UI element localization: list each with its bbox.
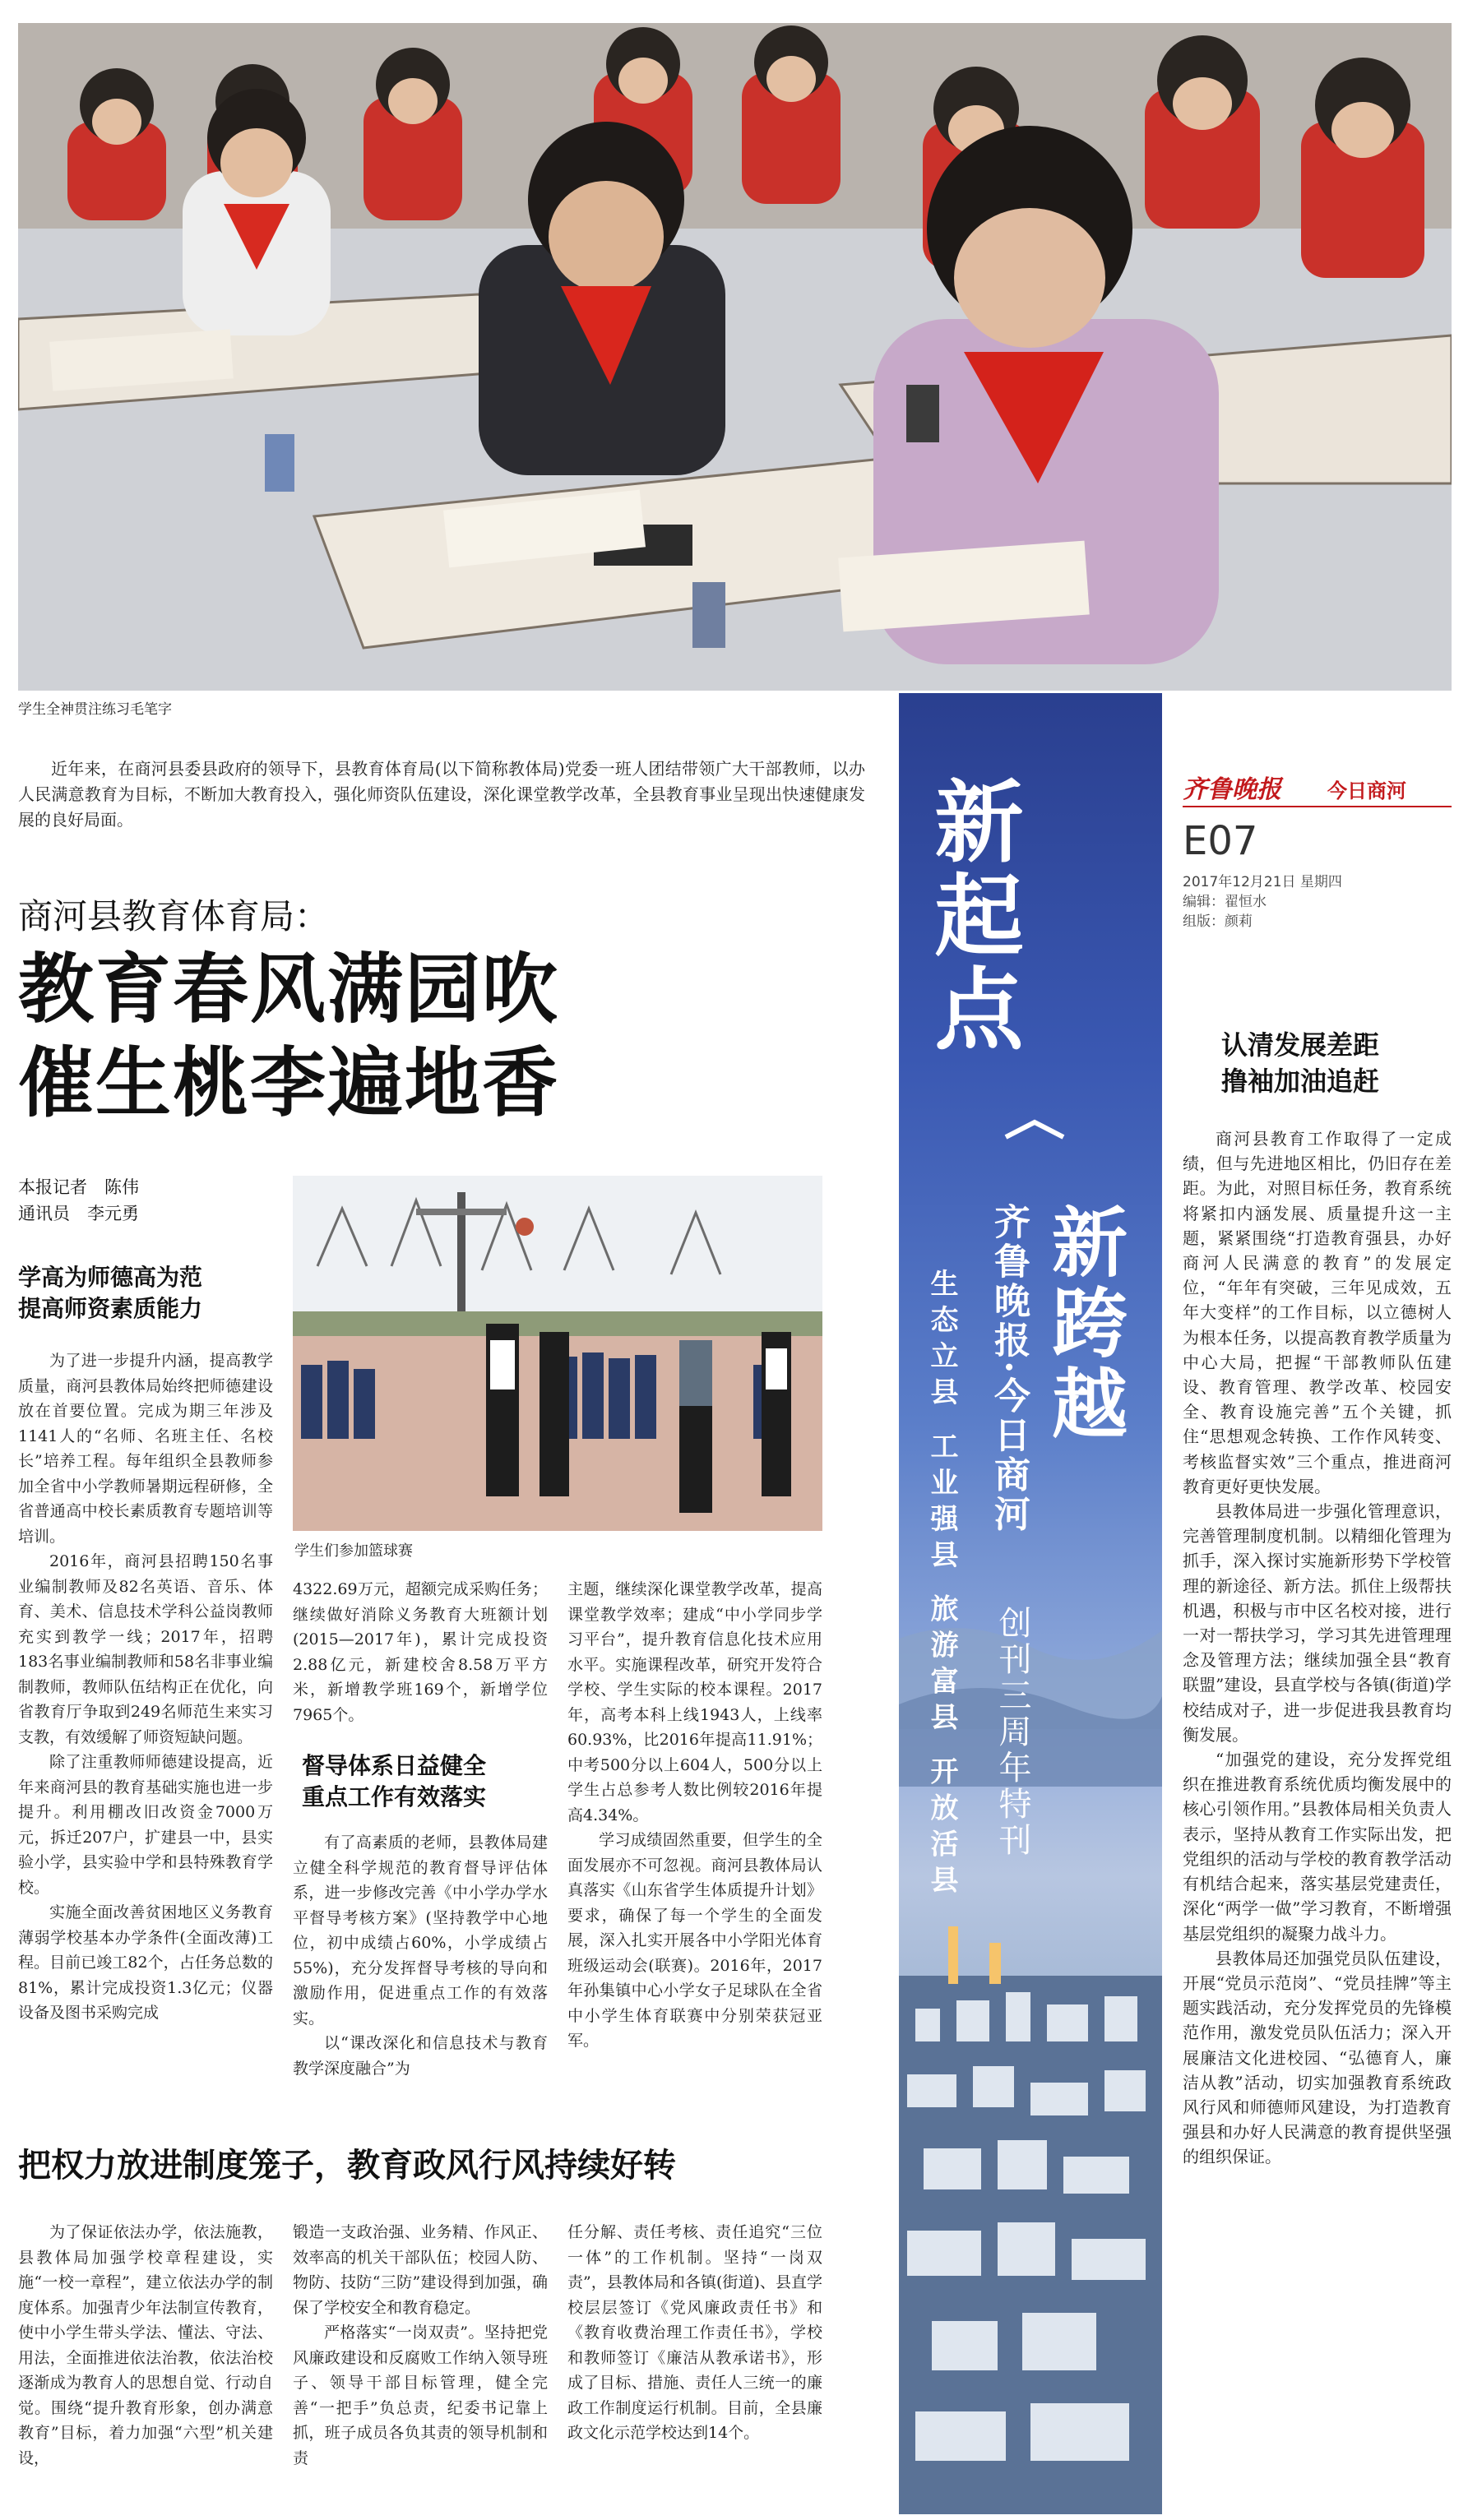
article-column-1: [18, 1348, 273, 2171]
calligraphy-photo-caption: 学生全神贯注练习毛笔字: [18, 701, 172, 718]
column-6-paragraph: 任分解、责任考核、责任追究“三位一体”的工作机制。坚持“一岗双责”，县教体局和各镇(街道)、县直学校层层签订《党风廉政责任书》和《教育收费治理工作责任书》，学校和教师签订《廉洁从教承诺书》，形成了目标、措施、责任人三统一的廉政工作制度运行机制。目前，全县廉政文化示范学校达到14个。: [567, 2223, 822, 2442]
banner-brand: 齐鲁晚报·今日商河: [988, 1203, 1030, 1535]
article-column-3: [567, 1577, 822, 2136]
column-1-paragraph: 除了注重教师师德建设提高，近年来商河县的教育基础实施也进一步提升。利用棚改旧改资金7000万元，拆迁207户，扩建县一中，县实验小学，县实验中学和县特殊教育学校。: [18, 1753, 273, 1897]
reporter-byline: 本报记者 陈伟: [18, 1177, 139, 1197]
section1-heading-line2: 提高师资素质能力: [18, 1295, 203, 1322]
article-kicker: 商河县教育体育局：: [18, 896, 330, 936]
banner-special-issue: 创刊三周年特刊: [993, 1606, 1031, 1859]
article-column-4: [18, 2220, 273, 2512]
anniversary-banner: [899, 693, 1162, 2514]
column-1-paragraph: 2016年，商河县招聘150名事业编制教师及82名英语、音乐、体育、美术、信息技术学科公益岗教师充实到教学一线；2017年，招聘183名事业编制教师和58名非事业编制教师，教师队伍结构正在优化，向省教育厅争取到249名师范生来实习支教，有效缓解了师资短缺问题。: [18, 1552, 273, 1746]
banner-slogan-a: 新起点: [919, 775, 1023, 1057]
basketball-photo-caption: 学生们参加篮球赛: [294, 1542, 413, 1560]
column-4-paragraph: 为了保证依法办学，依法施教，县教体局加强学校章程建设，实施“一校一章程”，建立依法办学的制度体系。加强青少年法制宣传教育，使中小学生带头学法、懂法、守法、用法，全面推进依法治教，依法治校逐渐成为教育人的思想自觉、行动自觉。围绕“提升教育形象，创办满意教育”目标，着力加强“六型”机关建设，: [18, 2223, 273, 2467]
masthead-rule: [1183, 806, 1452, 807]
intro-paragraph: 近年来，在商河县委县政府的领导下，县教育体育局(以下简称教体局)党委一班人团结带领广大干部教师，以办人民满意教育为目标，不断加大教育投入，强化师资队伍建设，深化课堂教学改革，全县教育事业呈现出快速健康发展的良好局面。: [18, 759, 865, 830]
correspondent-byline: 通讯员 李元勇: [18, 1204, 139, 1223]
issue-date: 2017年12月21日 星期四: [1183, 874, 1342, 890]
newspaper-logo: 齐鲁晚报: [1183, 775, 1281, 804]
side-heading-line2: 撸袖加油追赶: [1221, 1066, 1380, 1097]
side-paragraph: “加强党的建设，充分发挥党组织在推进教育系统优质均衡发展中的核心引领作用。”县教体局相关负责人表示，坚持从教育工作实际出发，把党组织的活动与学校的教育教学活动有机结合起来，落实基层党建责任，深化“两学一做”学习教育，不断增强基层党组织的凝聚力战斗力。: [1183, 1750, 1452, 1944]
side-heading-line1: 认清发展差距: [1221, 1029, 1380, 1061]
designer-credit: 组版：颜莉: [1183, 913, 1253, 930]
editor-credit: 编辑：翟恒水: [1183, 894, 1267, 910]
article-column-5: [293, 2220, 548, 2512]
column-1-paragraph: 为了进一步提升内涵，提高教学质量，商河县教体局始终把师德建设放在首要位置。完成为期三年涉及1141人的“名师、名班主任、名校长”培养工程。每年组织全县教师参加全省中小学教师暑期远程研修，全省普通高中校长素质教育专题培训等培训。: [18, 1352, 273, 1546]
article-title-line1: 教育春风满园吹: [18, 946, 560, 1033]
calligraphy-photo-illustration: [18, 23, 1452, 691]
basketball-photo-illustration: [293, 1176, 822, 1531]
column-3-paragraph: 学习成绩固然重要，但学生的全面发展亦不可忽视。商河县教体局认真落实《山东省学生体质提升计划》要求，确保了每一个学生的全面发展，深入扎实开展各中小学阳光体育班级运动会(联赛)。2016年，2017年孙集镇中心小学女子足球队在全省中小学生体育联赛中分别荣获冠亚军。: [567, 1831, 822, 2050]
column-2-paragraph: 4322.69万元，超额完成采购任务；继续做好消除义务教育大班额计划(2015—2017年)，累计完成投资2.88亿元，新建校舍8.58万平方米，新增教学班169个，新增学位7965个。: [293, 1580, 548, 1724]
column-2b-paragraph: 以“课改深化和信息技术与教育教学深度融合”为: [293, 2034, 548, 2078]
article-column-2: [293, 1577, 548, 1727]
basketball-game-photo: [293, 1176, 822, 1531]
section-name: 今日商河: [1327, 779, 1406, 802]
article-column-2b: [293, 1830, 548, 2134]
column-5-paragraph: 严格落实“一岗双责”。坚持把党风廉政建设和反腐败工作纳入领导班子、领导干部目标管理，健全完善“一把手”负总责，纪委书记靠上抓，班子成员各负其责的领导机制和责: [293, 2323, 548, 2467]
side-column: [1183, 1126, 1452, 2512]
column-1-paragraph: 实施全面改善贫困地区义务教育薄弱学校基本办学条件(全面改薄)工程。目前已竣工82个，占任务总数的81%，累计完成投资1.3亿元；仪器设备及图书采购完成: [18, 1903, 273, 2022]
section3-title: 把权力放进制度笼子，教育政风行风持续好转: [18, 2147, 676, 2185]
column-5-paragraph: 锻造一支政治强、业务精、作风正、效率高的机关干部队伍；校园人防、物防、技防“三防”建设得到加强，确保了学校安全和教育稳定。: [293, 2223, 548, 2317]
banner-motto: 生态立县 工业强县 旅游富县 开放活县: [925, 1269, 958, 1902]
banner-slogan-b: 新跨越: [1040, 1203, 1128, 1445]
article-column-6: [567, 2220, 822, 2512]
section2-heading-line2: 重点工作有效落实: [302, 1783, 487, 1810]
section1-heading-line1: 学高为师德高为范: [18, 1264, 203, 1291]
column-2b-paragraph: 有了高素质的老师，县教体局建立健全科学规范的教育督导评估体系，进一步修改完善《中小学办学水平督导考核方案》(坚持教学中心地位，初中成绩占60%，小学成绩占55%)，充分发挥督导考核的导向和激励作用，促进重点工作的有效落实。: [293, 1833, 548, 2028]
column-3-paragraph: 主题，继续深化课堂教学改革，提高课堂教学效率；建成“中小学同步学习平台”，提升教育信息化技术应用水平。实施课程改革，研究开发符合学校、学生实际的校本课程。2017年，高考本科上线1943人，上线率60.93%，比2016年提高11.91%；中考500分以上604人，500分以上学生占总参考人数比例较2016年提高4.34%。: [567, 1580, 822, 1824]
section2-heading-line1: 督导体系日益健全: [302, 1752, 487, 1779]
side-paragraph: 县教体局进一步强化管理意识，完善管理制度机制。以精细化管理为抓手，深入探讨实施新形势下学校管理的新途径、新方法。抓住上级帮扶机遇，积极与市中区名校对接，进行一对一帮扶学习，学习其先进管理理念及管理方法；继续加强全县“教育联盟”建设，县直学校与各镇(街道)学校结成对子，进一步促进我县教育均衡发展。: [1183, 1501, 1452, 1745]
side-paragraph: 商河县教育工作取得了一定成绩，但与先进地区相比，仍旧存在差距。为此，对照目标任务，教育系统将紧扣内涵发展、质量提升这一主题，紧紧围绕“打造教育强县，办好商河人民满意的教育”的发展定位，“年年有突破，三年见成效，五年大变样”的工作目标，以立德树人为根本任务，以提高教育教学质量为中心大局，把握“干部教师队伍建设、教育管理、教学改革、校园安全、教育设施完善”五个关键，抓住“思想观念转换、工作作风转变、考核监督实效”三个重点，推进商河教育更好更快发展。: [1183, 1129, 1452, 1496]
calligraphy-classroom-photo: [18, 23, 1452, 691]
article-title-line2: 催生桃李遍地香: [18, 1039, 560, 1127]
side-paragraph: 县教体局还加强党员队伍建设，开展“党员示范岗”、“党员挂牌”等主题实践活动，充分发挥党员的先锋模范作用，激发党员队伍活力；深入开展廉洁文化进校园、“弘德育人，廉洁从教”活动，切实加强教育系统政风行风和师德师风建设，为打造教育强县和办好人民满意的教育提供坚强的组织保证。: [1183, 1948, 1452, 2167]
page-number: E07: [1183, 818, 1258, 864]
